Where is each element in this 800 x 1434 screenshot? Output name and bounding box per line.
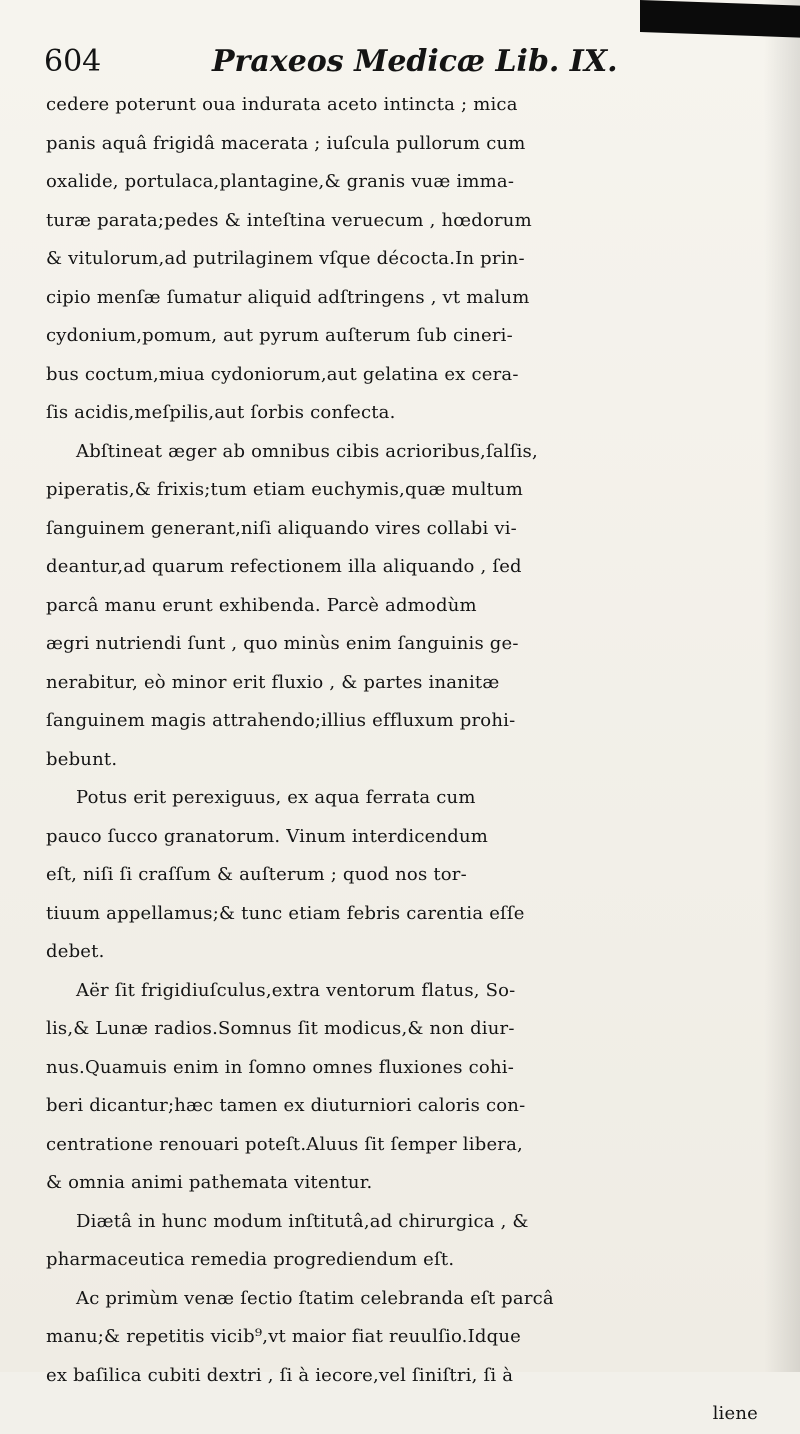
text-line: turæ parata;pedes & inteſtina veruecum , hœdorum xyxy=(46,209,532,231)
text-line: eſt, niſi ſi craſſum & auſterum ; quod nos tor- xyxy=(46,864,467,885)
page-header xyxy=(44,44,744,84)
paragraph-start-line: Potus erit perexiguus, ex aqua ferrata cum xyxy=(76,787,476,808)
text-line: & omnia animi pathemata vitentur. xyxy=(46,1172,373,1193)
text-line: ſanguinem generant,niſi aliquando vires collabi vi- xyxy=(46,517,517,539)
text-line: ex baſilica cubiti dextri , ſi à iecore,vel ſiniſtri, ſi à xyxy=(46,1364,514,1386)
text-line: ægri nutriendi ſunt , quo minùs enim ſanguinis ge- xyxy=(46,633,519,654)
text-line: panis aquâ frigidâ macerata ; iuſcula pullorum cum xyxy=(46,132,526,154)
text-line: cipio menſæ ſumatur aliquid adſtringens , vt malum xyxy=(46,286,530,308)
text-line: deantur,ad quarum refectionem illa aliquando , ſed xyxy=(46,556,522,577)
text-line: tiuum appellamus;& tunc etiam febris carentia eſſe xyxy=(46,902,525,924)
catchword: liene xyxy=(712,1403,758,1424)
text-line: & vitulorum,ad putrilaginem vſque décocta.In prin- xyxy=(46,248,525,269)
text-line: bus coctum,miua cydoniorum,aut gelatina ex cera- xyxy=(46,363,519,385)
paragraph-start-line: Aër ſit frigidiuſculus,extra ventorum flatus, So- xyxy=(76,979,516,1001)
text-line: beri dicantur;hæc tamen ex diuturniori caloris con- xyxy=(46,1095,526,1116)
page-edge-shadow xyxy=(764,0,800,1372)
text-line: debet. xyxy=(46,941,105,962)
text-line: nus.Quamuis enim in ſomno omnes fluxiones cohi- xyxy=(46,1056,515,1078)
text-line: bebunt. xyxy=(46,748,118,770)
text-line: cydonium,pomum, aut pyrum auſterum ſub cineri- xyxy=(46,325,513,346)
paragraph-start-line: Abſtineat æger ab omnibus cibis acrioribus,ſalſis, xyxy=(76,440,538,462)
text-line: ſanguinem magis attrahendo;illius effluxum prohi- xyxy=(46,710,516,731)
text-line: nerabitur, eò minor erit fluxio , & partes inanitæ xyxy=(46,671,500,693)
paragraph-start-line: Diætâ in hunc modum inſtitutâ,ad chirurgica , & xyxy=(76,1210,529,1232)
page-number: 604 xyxy=(44,44,102,79)
text-line: piperatis,& frixis;tum etiam euchymis,quæ multum xyxy=(46,479,524,500)
text-line: manu;& repetitis vicib⁹,vt maior fiat reuulſio.Idque xyxy=(46,1326,521,1347)
text-line: parcâ manu erunt exhibenda. Parcè admodùm xyxy=(46,594,477,616)
body-text xyxy=(46,86,766,1434)
text-line: lis,& Lunæ radios.Somnus ſit modicus,& non diur- xyxy=(46,1018,515,1039)
text-line: ſis acidis,meſpilis,aut ſorbis confecta. xyxy=(46,402,396,423)
text-line: pharmaceutica remedia progrediendum eſt. xyxy=(46,1249,455,1270)
text-line: centratione renouari poteſt.Aluus ſit ſemper libera, xyxy=(46,1133,523,1155)
text-line: pauco ſucco granatorum. Vinum interdicendum xyxy=(46,825,489,847)
running-title: Praxeos Medicæ Lib. IX. xyxy=(212,44,618,79)
text-line: cedere poterunt oua indurata aceto intincta ; mica xyxy=(46,94,518,115)
paragraph-start-line: Ac primùm venæ ſectio ſtatim celebranda eſt parcâ xyxy=(76,1287,554,1309)
text-line: oxalide, portulaca,plantagine,& granis vuæ imma- xyxy=(46,171,515,192)
